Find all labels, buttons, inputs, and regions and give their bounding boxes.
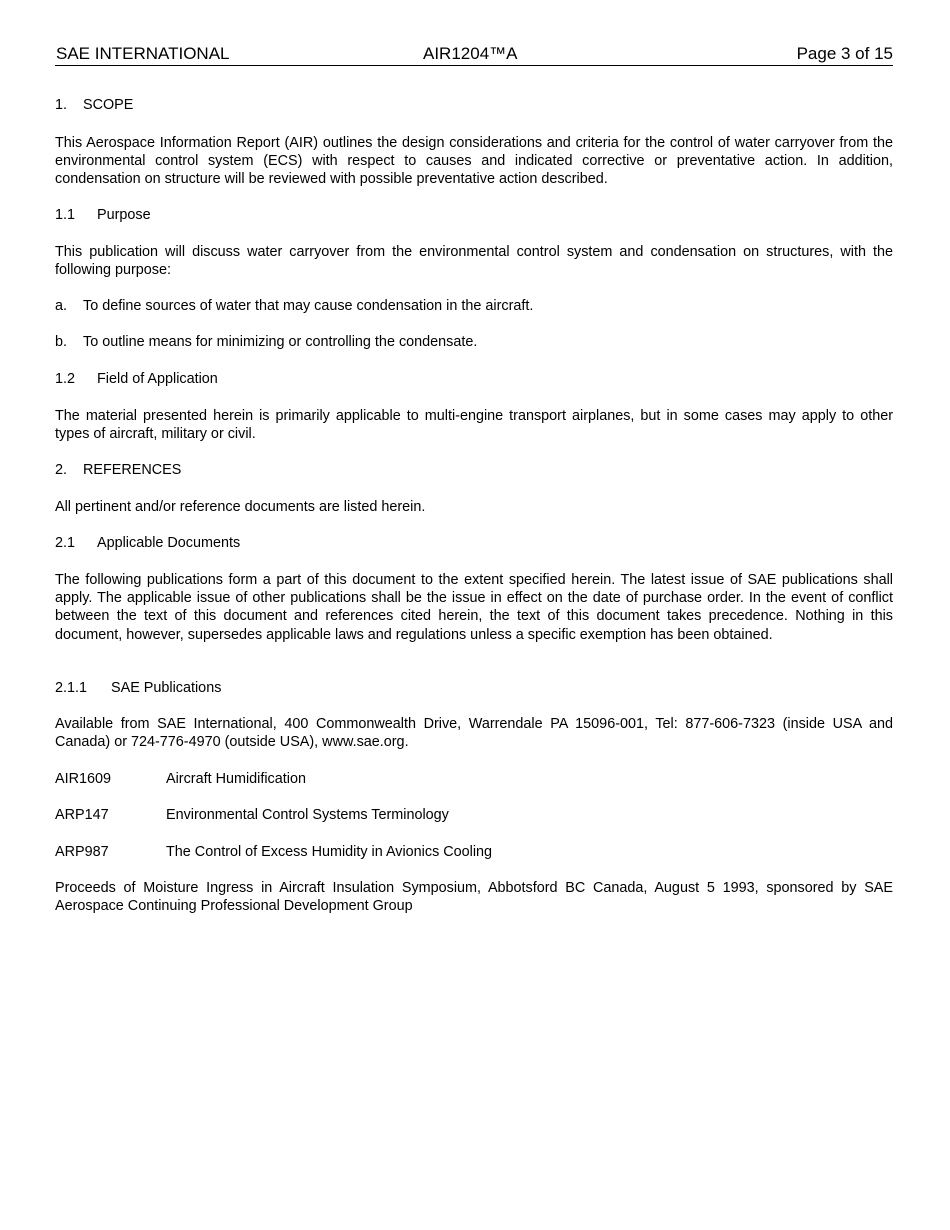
section-title: REFERENCES (83, 462, 182, 478)
section-heading-purpose (55, 206, 893, 224)
list-marker: b. (55, 334, 68, 350)
section-heading-sae-publications (55, 679, 893, 697)
header-org: SAE INTERNATIONAL (56, 44, 230, 63)
field-paragraph: The material presented herein is primarily applicable to multi-engine transport airplanes, but in some cases may apply to other types of aircraft, military or civil. (55, 408, 893, 443)
header-doc-id: AIR1204™A (423, 44, 518, 63)
section-heading-field (55, 370, 893, 388)
header-page-number: Page 3 of 15 (796, 44, 893, 63)
section-number: 2.1.1 (55, 680, 88, 696)
list-item (55, 333, 893, 351)
section-title: Purpose (97, 207, 151, 223)
reference-title: The Control of Excess Humidity in Avionics Cooling (166, 844, 493, 860)
list-item-text: To define sources of water that may cause condensation in the aircraft. (83, 298, 534, 314)
reference-entry (55, 770, 893, 788)
reference-code: ARP147 (55, 807, 109, 823)
section-title: Field of Application (97, 371, 218, 387)
applicable-paragraph: The following publications form a part of this document to the extent specified herein. The latest issue of SAE publications shall apply. The applicable issue of other publications shall be the issue in effect on the date of purchase order. In the event of conflict between the text of this document and references cited herein, the text of this document takes precedence. Nothing in this document, however, supersedes applicable laws and regulations unless a specific exemption has been obtained. (55, 572, 893, 643)
section-number: 2. (55, 462, 68, 478)
section-heading-scope (55, 96, 893, 114)
purpose-paragraph: This publication will discuss water carryover from the environmental control system and condensation on structures, with the following purpose: (55, 244, 893, 279)
reference-title: Aircraft Humidification (166, 771, 306, 787)
section-number: 1.1 (55, 207, 76, 223)
section-heading-references (55, 461, 893, 479)
section-title: Applicable Documents (97, 535, 241, 551)
reference-entry (55, 843, 893, 861)
section-heading-applicable (55, 534, 893, 552)
reference-entry (55, 806, 893, 824)
proceedings-paragraph: Proceeds of Moisture Ingress in Aircraft Insulation Symposium, Abbotsford BC Canada, August 5 1993, sponsored by SAE Aerospace Continuing Professional Development Group (55, 880, 893, 915)
list-item (55, 297, 893, 315)
section-title: SAE Publications (111, 680, 222, 696)
section-number: 2.1 (55, 535, 76, 551)
references-paragraph: All pertinent and/or reference documents are listed herein. (55, 499, 426, 515)
list-item-text: To outline means for minimizing or controlling the condensate. (83, 334, 478, 350)
reference-code: AIR1609 (55, 771, 112, 787)
sae-publications-paragraph: Available from SAE International, 400 Commonwealth Drive, Warrendale PA 15096-001, Tel: 877-606-7323 (inside USA and Canada) or 724-776-4970 (outside USA), www.sae.org. (55, 716, 893, 751)
section-title: SCOPE (83, 97, 134, 113)
list-marker: a. (55, 298, 68, 314)
reference-code: ARP987 (55, 844, 109, 860)
page-header (55, 44, 893, 66)
section-number: 1. (55, 97, 68, 113)
reference-title: Environmental Control Systems Terminology (166, 807, 449, 823)
section-number: 1.2 (55, 371, 76, 387)
scope-paragraph: This Aerospace Information Report (AIR) outlines the design considerations and criteria for the control of water carryover from the environmental control system (ECS) with respect to causes and indicated corrective or preventative action. In addition, condensation on structure will be reviewed with possible preventative action described. (55, 135, 893, 188)
